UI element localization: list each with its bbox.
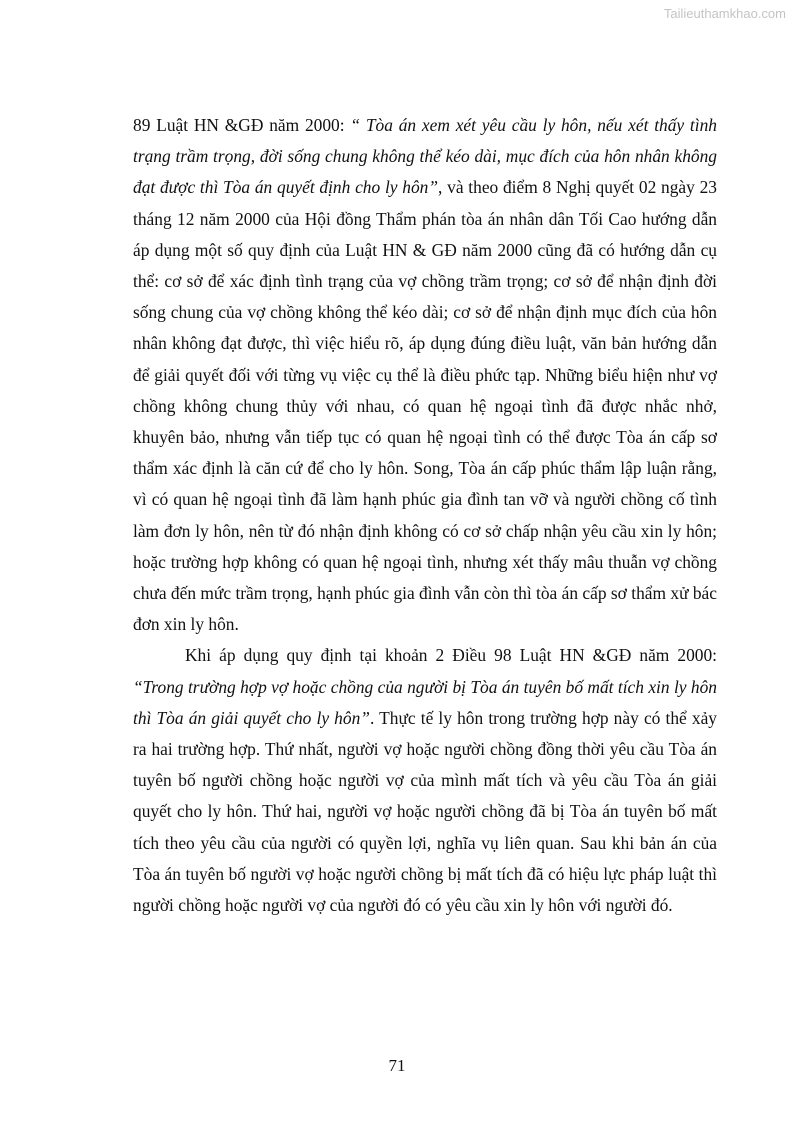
page-number: 71 bbox=[388, 1056, 406, 1075]
watermark: Tailieuthamkhao.com bbox=[663, 6, 786, 21]
paragraph-1-text-start: 89 Luật HN &GĐ năm 2000: bbox=[133, 115, 351, 135]
paragraph-2-text-end: . Thực tế ly hôn trong trường hợp này có thể xảy ra hai trường hợp. Thứ nhất, người vợ hoặc người chồng đồng thời yêu cầu Tòa án tuyên bố người chồng hoặc người vợ của mình mất tích và yêu cầu Tòa án giải quyết cho ly hôn. Thứ hai, người vợ hoặc người chồng đã bị Tòa án tuyên bố mất tích theo yêu cầu của người có quyền lợi, nghĩa vụ liên quan. Sau khi bản án của Tòa án tuyên bố người vợ hoặc người chồng bị mất tích đã có hiệu lực pháp luật thì người chồng hoặc người vợ của người đó có yêu cầu xin ly hôn với người đó. bbox=[133, 707, 717, 916]
paragraph-1 bbox=[133, 110, 717, 640]
document-body bbox=[133, 110, 717, 921]
paragraph-2 bbox=[133, 640, 717, 921]
paragraph-1-quote: “ Tòa án xem xét yêu cầu ly hôn, nếu xét thấy tình trạng trầm trọng, đời sống chung không thể kéo dài, mục đích của hôn nhân không đạt được thì Tòa án quyết định cho ly hôn” bbox=[133, 115, 717, 198]
paragraph-1-text-end: , và theo điểm 8 Nghị quyết 02 ngày 23 tháng 12 năm 2000 của Hội đồng Thẩm phán tòa án nhân dân Tối Cao hướng dẫn áp dụng một số quy định của Luật HN & GĐ năm 2000 cũng đã có hướng dẫn cụ thể: cơ sở để xác định tình trạng của vợ chồng trầm trọng; cơ sở để nhận định đời sống chung của vợ chồng không thể kéo dài; cơ sở để nhận định mục đích của hôn nhân không đạt được, thì việc hiểu rõ, áp dụng đúng điều luật, văn bản hướng dẫn để giải quyết đối với từng vụ việc cụ thể là điều phức tạp. Những biểu hiện như vợ chồng không chung thủy với nhau, có quan hệ ngoại tình đã được nhắc nhở, khuyên bảo, nhưng vẫn tiếp tục có quan hệ ngoại tình có thể được Tòa án cấp sơ thẩm xác định là căn cứ để cho ly hôn. Song, Tòa án cấp phúc thẩm lập luận rằng, vì có quan hệ ngoại tình đã làm hạnh phúc gia đình tan vỡ và người chồng cố tình làm đơn ly hôn, nên từ đó nhận định không có cơ sở chấp nhận yêu cầu xin ly hôn; hoặc trường hợp không có quan hệ ngoại tình, nhưng xét thấy mâu thuẫn vợ chồng chưa đến mức trầm trọng, hạnh phúc gia đình vẫn còn thì tòa án cấp sơ thẩm xử bác đơn xin ly hôn. bbox=[133, 177, 717, 635]
paragraph-2-text-start: Khi áp dụng quy định tại khoản 2 Điều 98 Luật HN &GĐ năm 2000: bbox=[185, 645, 717, 666]
paragraph-2-quote: “Trong trường hợp vợ hoặc chồng của người bị Tòa án tuyên bố mất tích xin ly hôn thì Tòa án giải quyết cho ly hôn” bbox=[133, 676, 717, 728]
